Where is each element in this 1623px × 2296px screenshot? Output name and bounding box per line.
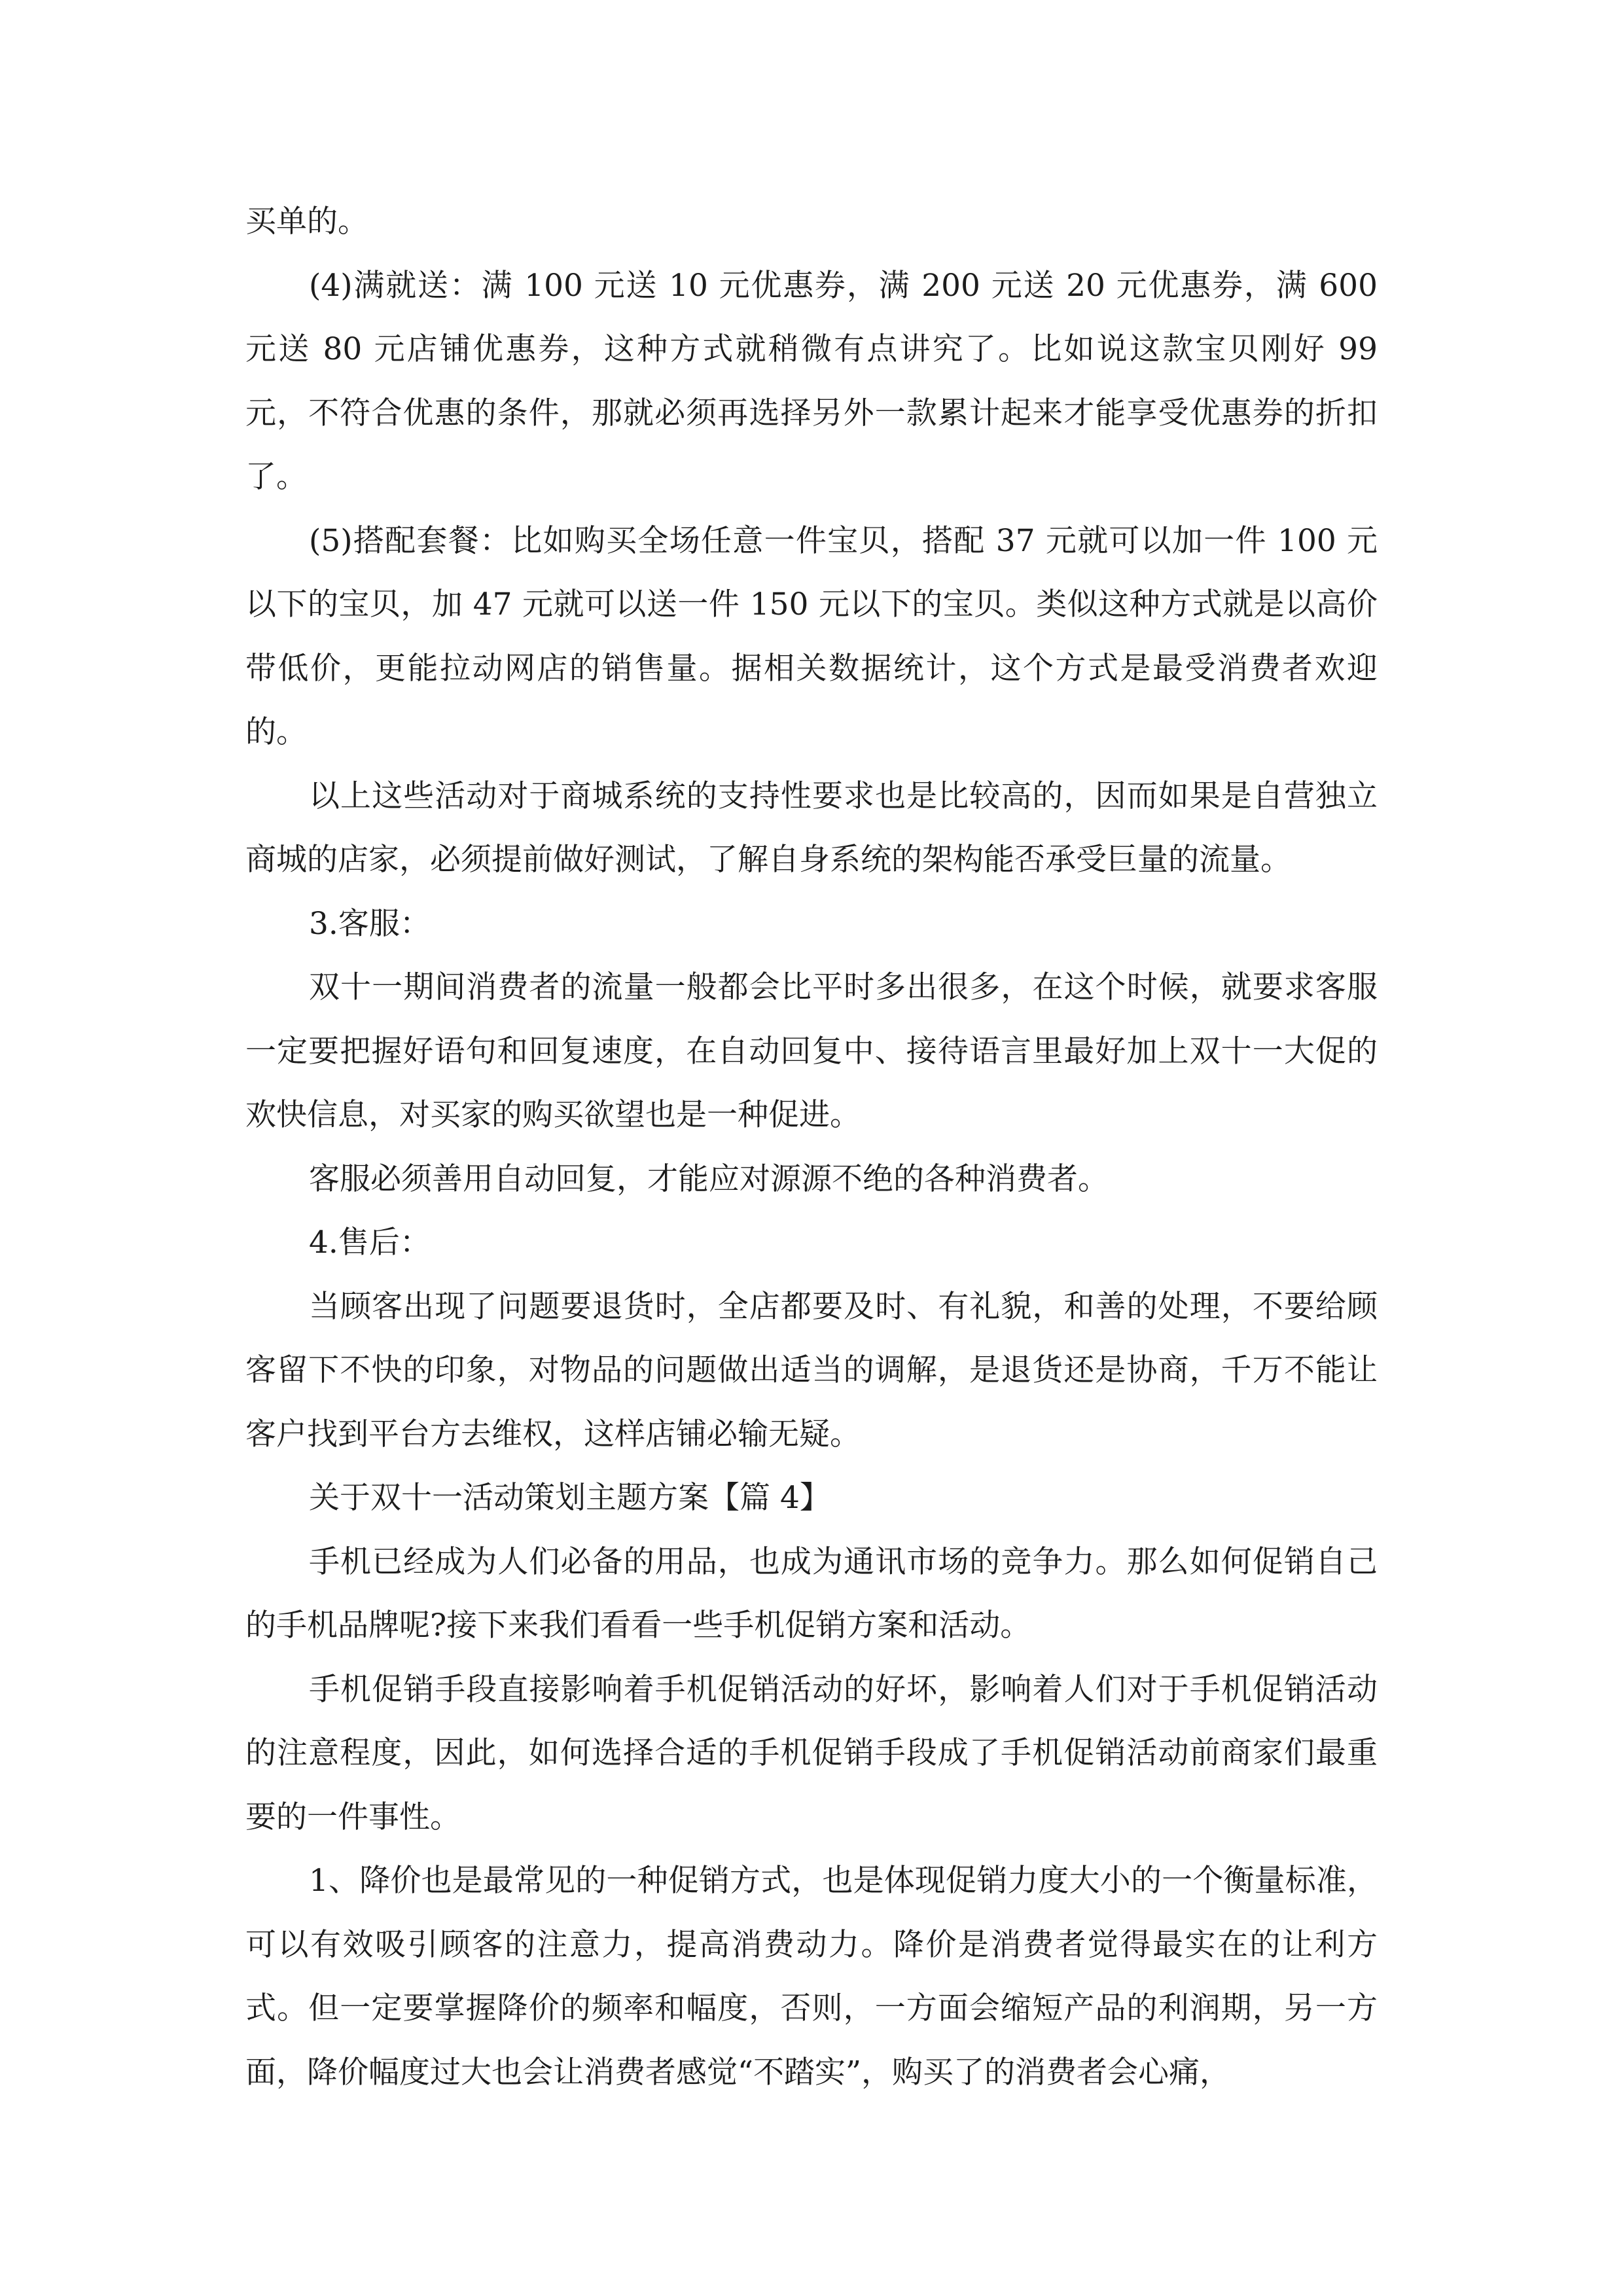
article-title: 关于双十一活动策划主题方案【篇 4】 xyxy=(309,1480,830,1516)
paragraph: (4)满就送：满 100 元送 10 元优惠券，满 200 元送 20 元优惠券，满 600 元送 80 元店铺优惠券，这种方式就稍微有点讲究了。比如说这款宝贝刚好 99 元，不符合优惠的条件，那就必须再选择另外一款累计起来才能享受优惠券的折扣了。 xyxy=(245,267,1378,495)
paragraph: 双十一期间消费者的流量一般都会比平时多出很多，在这个时候，就要求客服一定要把握好语句和回复速度，在自动回复中、接待语言里最好加上双十一大促的欢快信息，对买家的购买欲望也是一种促进。 xyxy=(245,969,1378,1133)
paragraph: 手机促销手段直接影响着手机促销活动的好坏，影响着人们对于手机促销活动的注意程度，因此，如何选择合适的手机促销手段成了手机促销活动前商家们最重要的一件事性。 xyxy=(245,1671,1378,1835)
paragraph: 买单的。 xyxy=(245,204,368,240)
paragraph: (5)搭配套餐：比如购买全场任意一件宝贝，搭配 37 元就可以加一件 100 元以下的宝贝，加 47 元就可以送一件 150 元以下的宝贝。类似这种方式就是以高价带低价，更能拉动网店的销售量。据相关数据统计，这个方式是最受消费者欢迎的。 xyxy=(245,522,1378,750)
paragraph: 手机已经成为人们必备的用品，也成为通讯市场的竞争力。那么如何促销自己的手机品牌呢?接下来我们看看一些手机促销方案和活动。 xyxy=(245,1543,1378,1643)
section-heading: 3.客服： xyxy=(309,905,431,942)
section-heading: 4.售后： xyxy=(309,1225,431,1261)
paragraph: 客服必须善用自动回复，才能应对源源不绝的各种消费者。 xyxy=(309,1160,1109,1197)
paragraph: 以上这些活动对于商城系统的支持性要求也是比较高的，因而如果是自营独立商城的店家，必须提前做好测试，了解自身系统的架构能否承受巨量的流量。 xyxy=(245,778,1378,878)
paragraph: 当顾客出现了问题要退货时，全店都要及时、有礼貌，和善的处理，不要给顾客留下不快的印象，对物品的问题做出适当的调解，是退货还是协商，千万不能让客户找到平台方去维权，这样店铺必输无疑。 xyxy=(245,1288,1378,1452)
paragraph: 1、降价也是最常见的一种促销方式，也是体现促销力度大小的一个衡量标准，可以有效吸引顾客的注意力，提高消费动力。降价是消费者觉得最实在的让利方式。但一定要掌握降价的频率和幅度，否则，一方面会缩短产品的利润期，另一方面，降价幅度过大也会让消费者感觉“不踏实”，购买了的消费者会心痛， xyxy=(245,1863,1378,2090)
document-body xyxy=(245,190,1378,2104)
